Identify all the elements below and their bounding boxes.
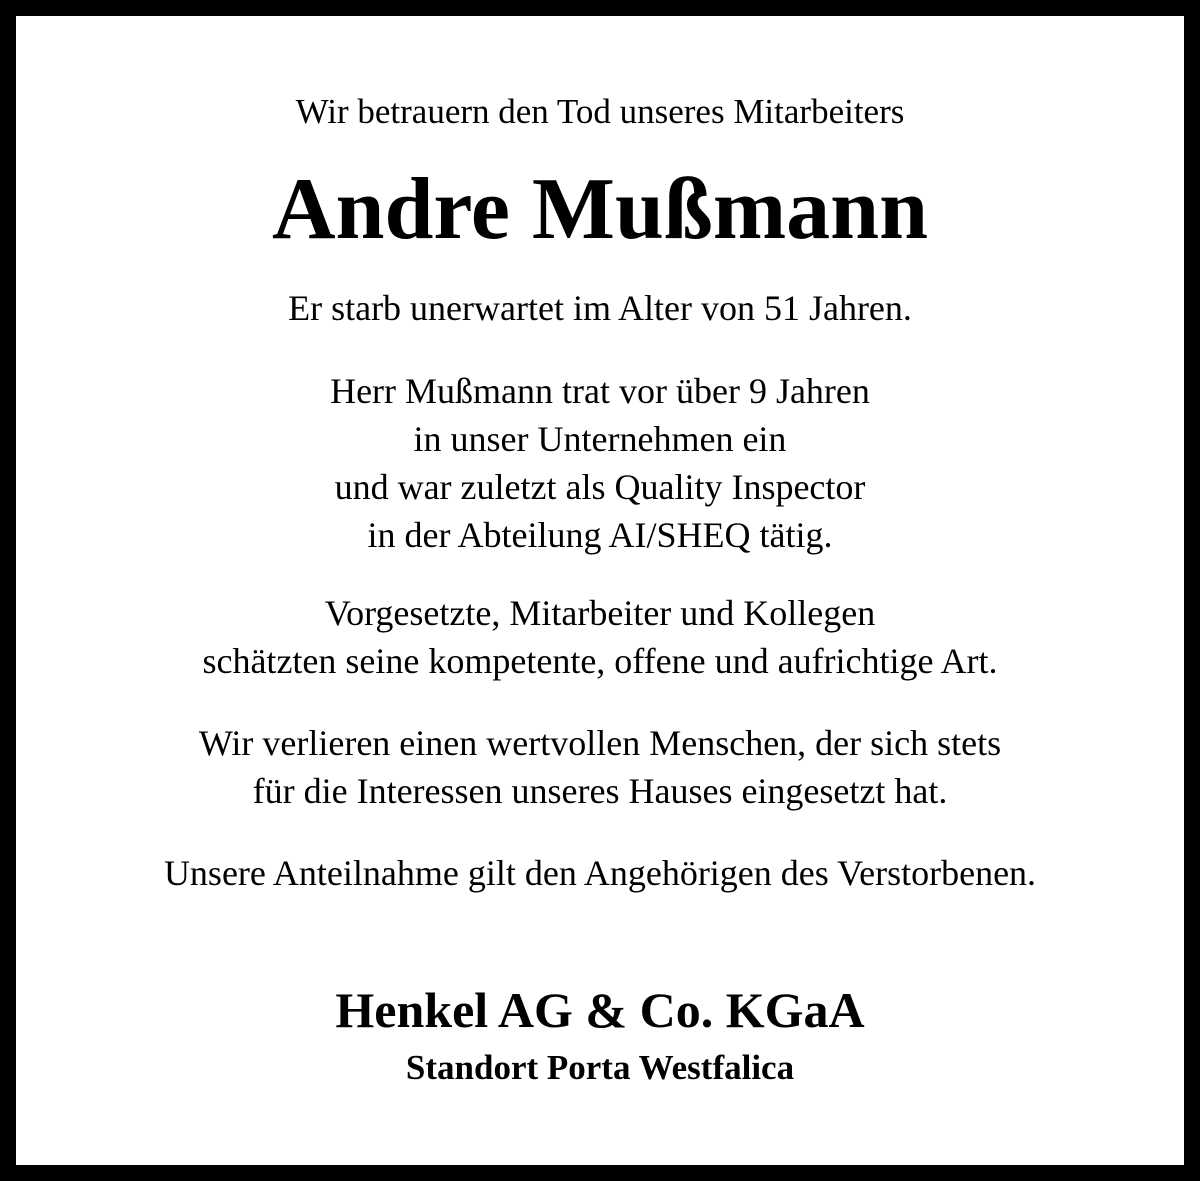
deceased-name: Andre Mußmann <box>271 161 929 258</box>
company-name: Henkel AG & Co. KGaA <box>335 982 865 1038</box>
appreciation-line: schätzten seine kompetente, offene und aufrichtige Art. <box>202 641 998 681</box>
career-line: und war zuletzt als Quality Inspector <box>334 467 866 507</box>
loss-line: Wir verlieren einen wertvollen Menschen, der sich stets <box>198 723 1002 763</box>
intro-line: Wir betrauern den Tod unseres Mitarbeiters <box>295 92 905 131</box>
condolence-line: Unsere Anteilnahme gilt den Angehörigen des Verstorbenen. <box>163 853 1037 893</box>
age-line: Er starb unerwartet im Alter von 51 Jahren. <box>288 288 912 328</box>
appreciation-line: Vorgesetzte, Mitarbeiter und Kollegen <box>324 593 876 633</box>
loss-line: für die Interessen unseres Hauses eingesetzt hat. <box>252 771 948 811</box>
company-location: Standort Porta Westfalica <box>405 1048 795 1087</box>
career-line: in unser Unternehmen ein <box>413 419 787 459</box>
career-line: in der Abteilung AI/SHEQ tätig. <box>367 515 833 555</box>
career-line: Herr Mußmann trat vor über 9 Jahren <box>330 371 870 411</box>
